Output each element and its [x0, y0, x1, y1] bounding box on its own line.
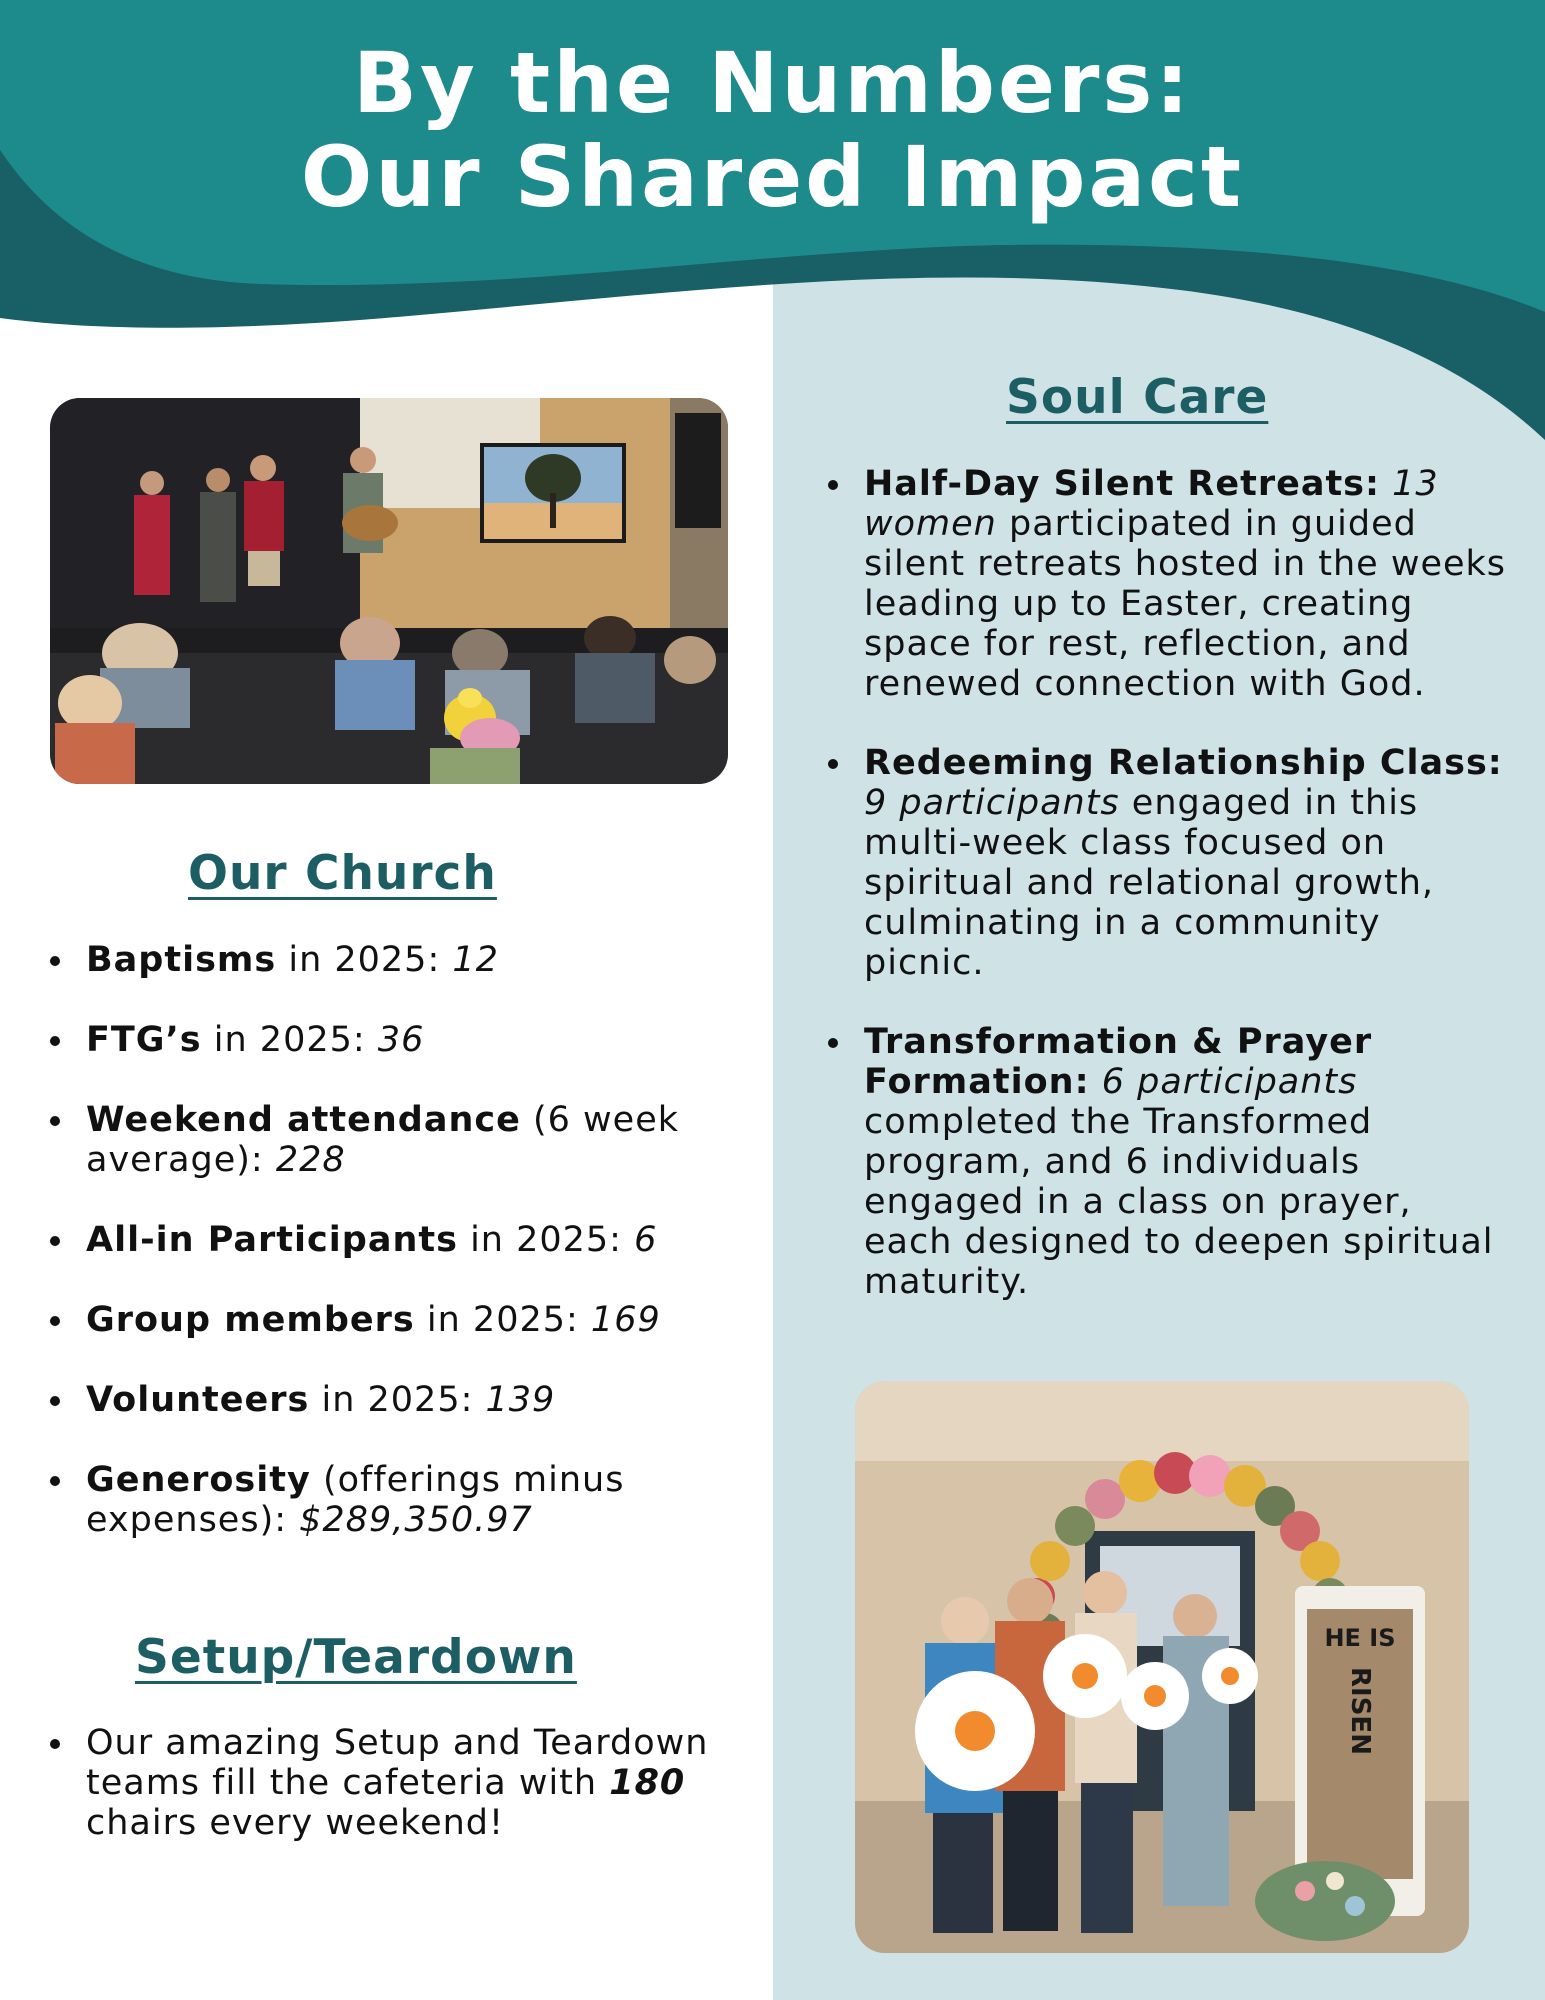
stat-value: $289,350.97 [299, 1500, 533, 1540]
stat-value: 12 [452, 940, 499, 980]
stat-value: 169 [590, 1300, 661, 1340]
stat-context: (6 week average): [86, 1100, 680, 1180]
stat-label: Volunteers [86, 1380, 310, 1420]
our-church-list [50, 940, 740, 1580]
list-item [828, 743, 1508, 983]
program-description: completed the Transformed program, and 6 individuals engaged in a class on prayer, each designed to deepen spiritual maturity. [864, 1102, 1494, 1302]
stat-label: Generosity [86, 1460, 311, 1500]
sign-line-1: HE IS [1324, 1624, 1396, 1652]
chair-count: 180 [609, 1763, 686, 1803]
stat-label: Group members [86, 1300, 415, 1340]
stat-context: in 2025: [276, 940, 453, 980]
stat-label: All-in Participants [86, 1220, 458, 1260]
program-title: Half-Day Silent Retreats: [864, 464, 1381, 504]
our-church-heading: Our Church [188, 846, 497, 901]
sign-line-2: RISEN [1345, 1667, 1375, 1755]
list-item [50, 1300, 740, 1340]
program-description: engaged in this multi-week class focused on spiritual and relational growth, culminating in a community picnic. [864, 783, 1435, 983]
program-description: participated in guided silent retreats hosted in the weeks leading up to Easter, creating space for rest, reflection, and renewed connection with God. [864, 504, 1507, 704]
stat-value: 228 [275, 1140, 346, 1180]
program-count: 6 participants [1101, 1062, 1358, 1102]
easter-photo [855, 1381, 1469, 1953]
list-item [50, 1220, 740, 1260]
stat-context: in 2025: [457, 1220, 635, 1260]
stat-label: FTG’s [86, 1020, 202, 1060]
stat-label: Weekend attendance [86, 1100, 521, 1140]
list-item [50, 940, 740, 980]
title-line-1: By the Numbers: [353, 34, 1192, 132]
list-item [50, 1100, 740, 1180]
program-title: Redeeming Relationship Class: [864, 743, 1503, 783]
worship-photo [50, 398, 728, 784]
program-title: Transformation & Prayer Formation: [864, 1022, 1373, 1102]
stat-value: 139 [485, 1380, 556, 1420]
stat-context: in 2025: [309, 1380, 486, 1420]
setup-text: Our amazing Setup and Teardown teams fill the cafeteria with [86, 1723, 709, 1803]
setup-teardown-list [50, 1723, 740, 1843]
soul-care-heading: Soul Care [1006, 370, 1269, 425]
program-count: 13 women [864, 464, 1439, 544]
list-item [50, 1460, 740, 1540]
stat-context: (offerings minus expenses): [86, 1460, 625, 1540]
program-count: 9 participants [864, 783, 1120, 823]
list-item [50, 1723, 740, 1843]
stat-context: in 2025: [201, 1020, 378, 1060]
list-item [50, 1380, 740, 1420]
stat-value: 36 [377, 1020, 425, 1060]
setup-text-end: chairs every weekend! [86, 1803, 505, 1843]
list-item [828, 464, 1508, 704]
setup-teardown-heading: Setup/Teardown [135, 1630, 577, 1685]
page-title [0, 36, 1545, 224]
stat-context: in 2025: [414, 1300, 591, 1340]
list-item [828, 1022, 1508, 1302]
list-item [50, 1020, 740, 1060]
title-line-2: Our Shared Impact [300, 128, 1245, 226]
stat-label: Baptisms [86, 940, 277, 980]
soul-care-list [828, 464, 1508, 1341]
stat-value: 6 [634, 1220, 658, 1260]
